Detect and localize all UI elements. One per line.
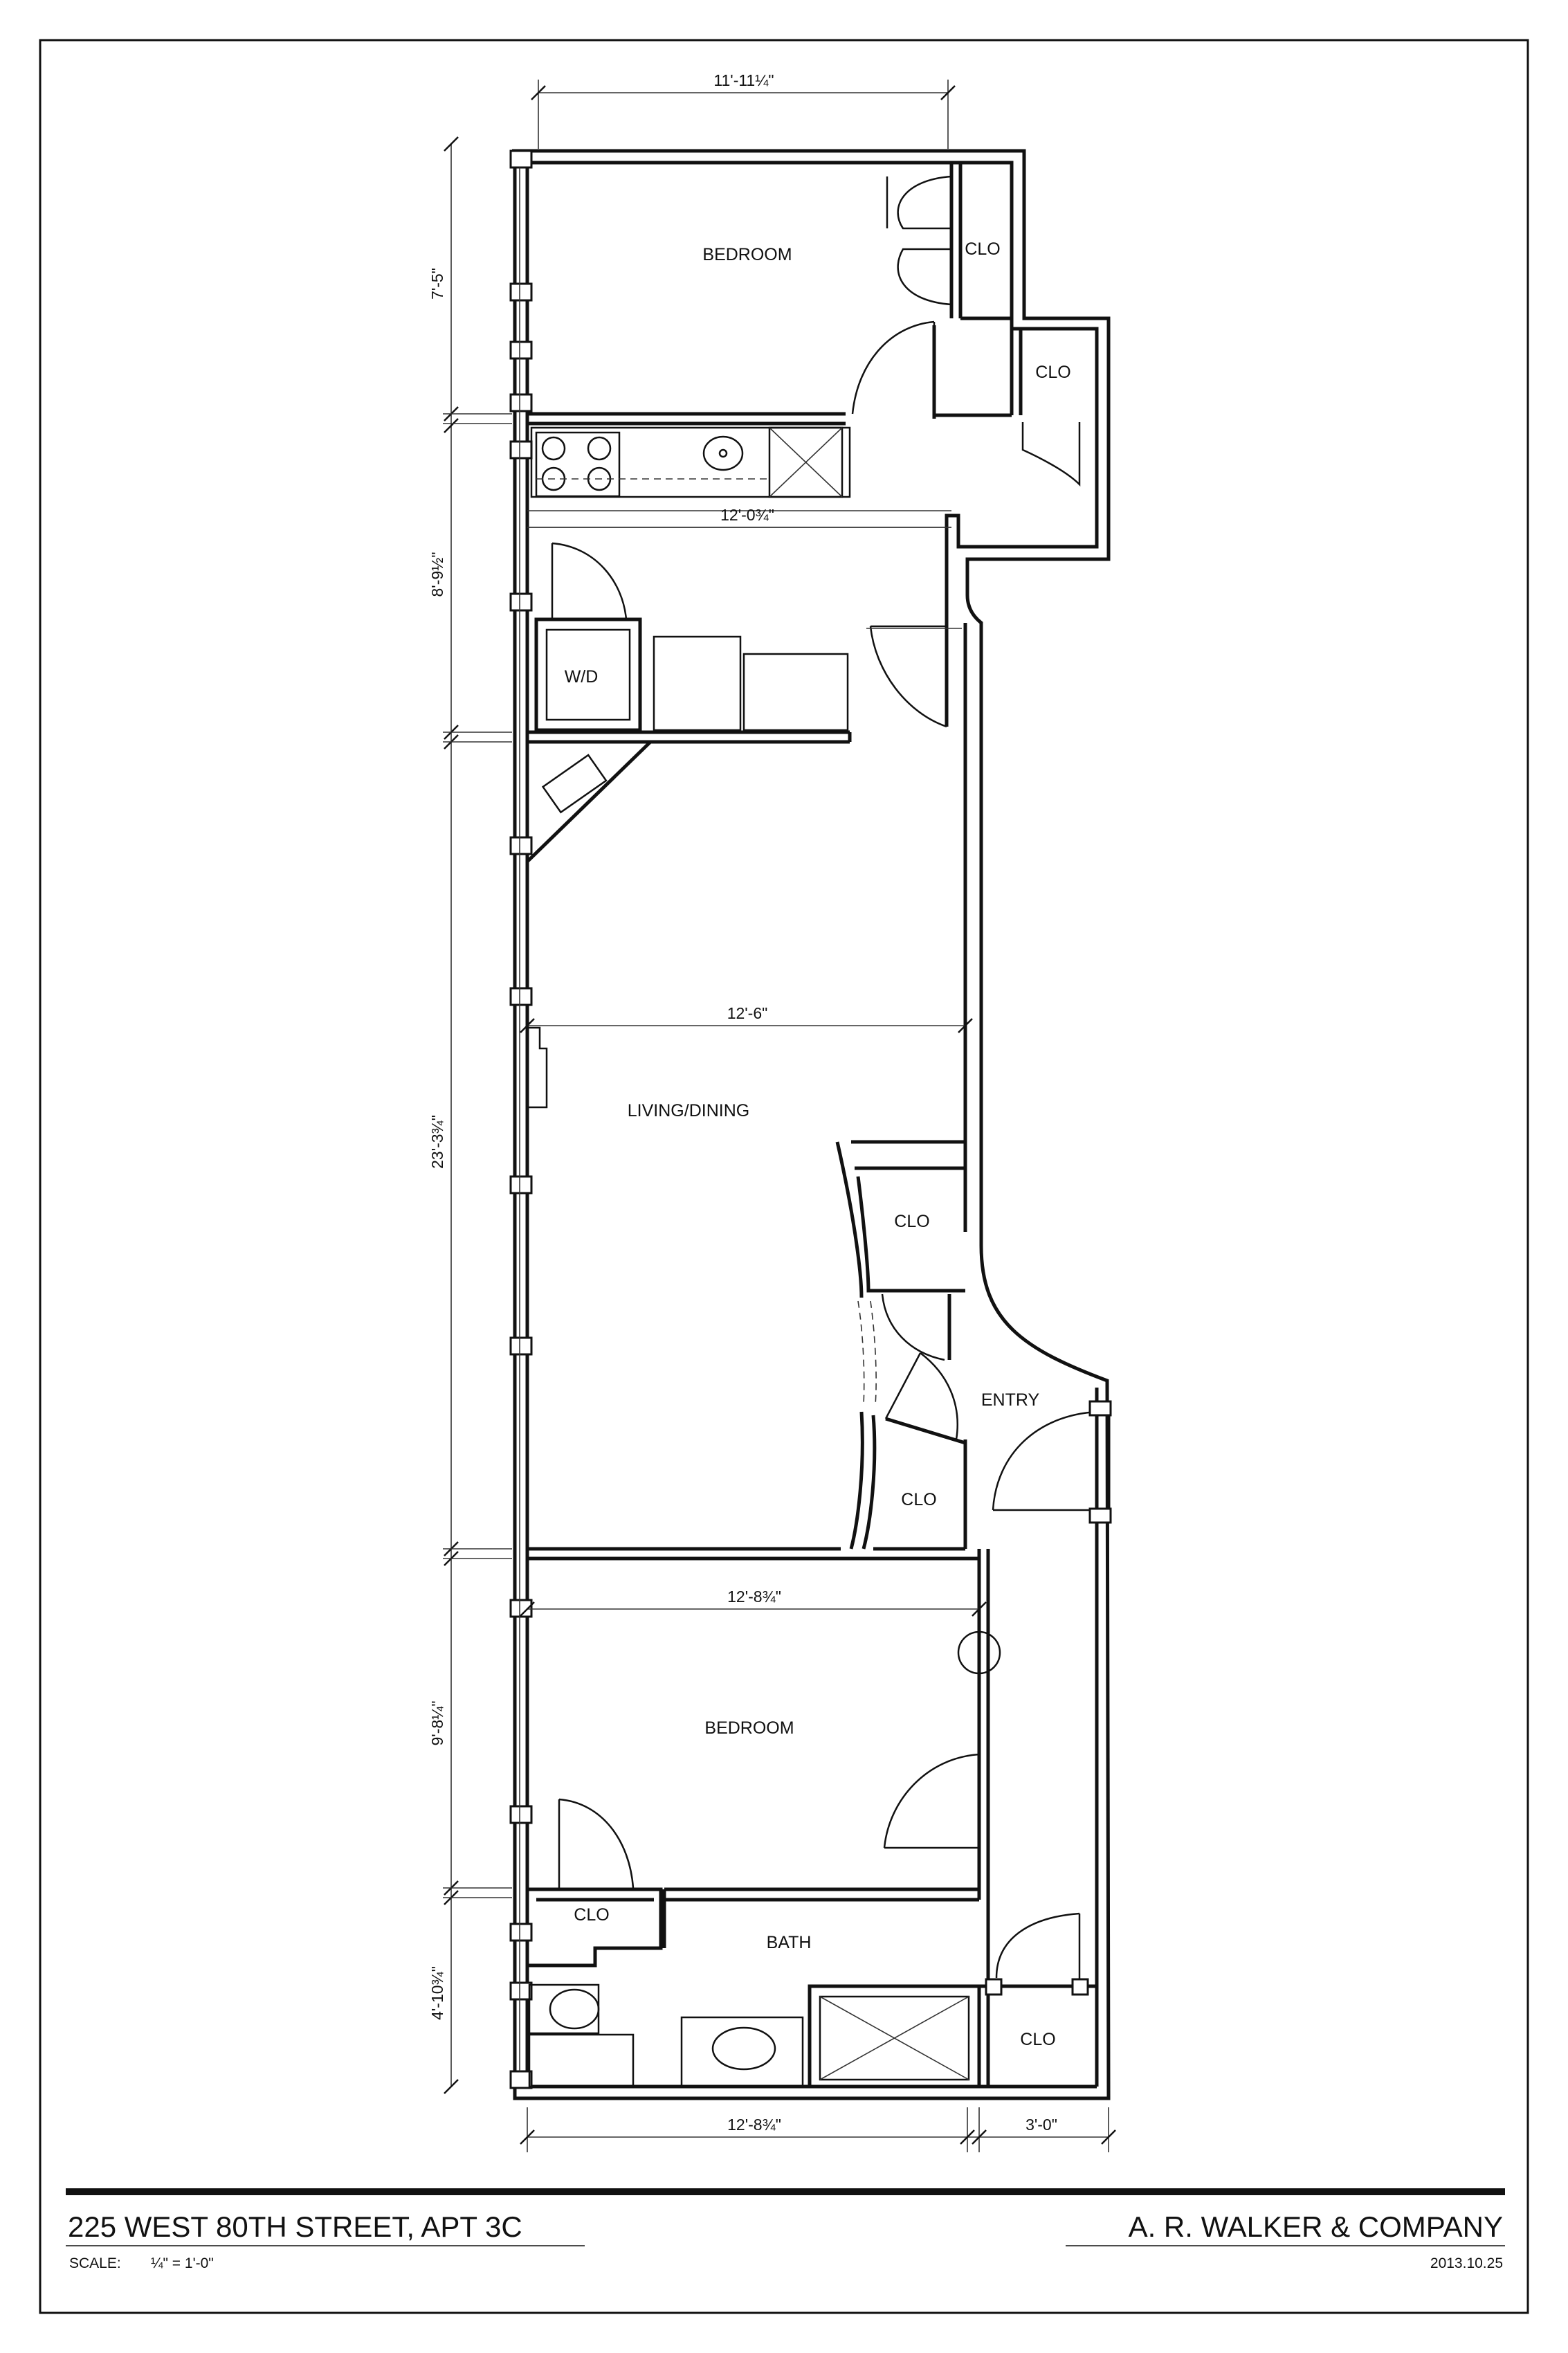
room-label-clo-d: CLO	[901, 1490, 937, 1509]
room-label-bath: BATH	[766, 1933, 812, 1952]
dim-v-bedroom2: 9'-8¼"	[428, 1700, 446, 1746]
room-label-living: LIVING/DINING	[627, 1101, 750, 1120]
drawing-date: 2013.10.25	[1430, 2255, 1503, 2271]
project-address: 225 WEST 80TH STREET, APT 3C	[68, 2210, 522, 2243]
sheet-border	[40, 40, 1528, 2313]
room-label-clo-e: CLO	[574, 1905, 610, 1925]
dim-living-width: 12'-6"	[727, 1004, 768, 1022]
scale-label: SCALE:	[69, 2255, 121, 2271]
top-bedroom	[527, 163, 1079, 484]
room-label-bedroom-top: BEDROOM	[702, 245, 792, 264]
room-label-wd: W/D	[564, 667, 599, 687]
room-label-clo-a: CLO	[965, 239, 1001, 259]
room-label-clo-c: CLO	[894, 1212, 930, 1231]
title-block	[66, 2192, 1505, 2271]
dim-v-living: 23'-3¾"	[428, 1115, 446, 1169]
bottom-bedroom	[527, 1549, 1097, 2087]
room-label-clo-f: CLO	[1020, 2030, 1056, 2049]
dim-kitchen-width: 12'-0¾"	[720, 506, 774, 524]
dim-v-bedroom: 7'-5"	[428, 268, 446, 300]
dim-bedroom2-width: 12'-8¾"	[727, 1588, 781, 1606]
floor-plan	[428, 71, 1115, 2152]
exterior-wall-outer	[512, 151, 1109, 2098]
laundry-area	[527, 543, 965, 1232]
room-label-entry: ENTRY	[981, 1390, 1040, 1410]
company-name: A. R. WALKER & COMPANY	[1128, 2210, 1503, 2243]
dim-bottom-right: 3'-0"	[1025, 2116, 1057, 2134]
dim-bottom-width: 12'-8¾"	[727, 2116, 781, 2134]
room-label-clo-b: CLO	[1035, 363, 1071, 382]
dim-v-bath: 4'-10¾"	[428, 1966, 446, 2020]
room-label-bedroom-bottom: BEDROOM	[704, 1718, 794, 1738]
living-dining	[527, 1028, 1111, 1549]
dim-top-width: 11'-11¼"	[713, 71, 774, 89]
dim-v-kitchen: 8'-9½"	[428, 552, 446, 597]
scale-value: ¼" = 1'-0"	[151, 2255, 214, 2271]
